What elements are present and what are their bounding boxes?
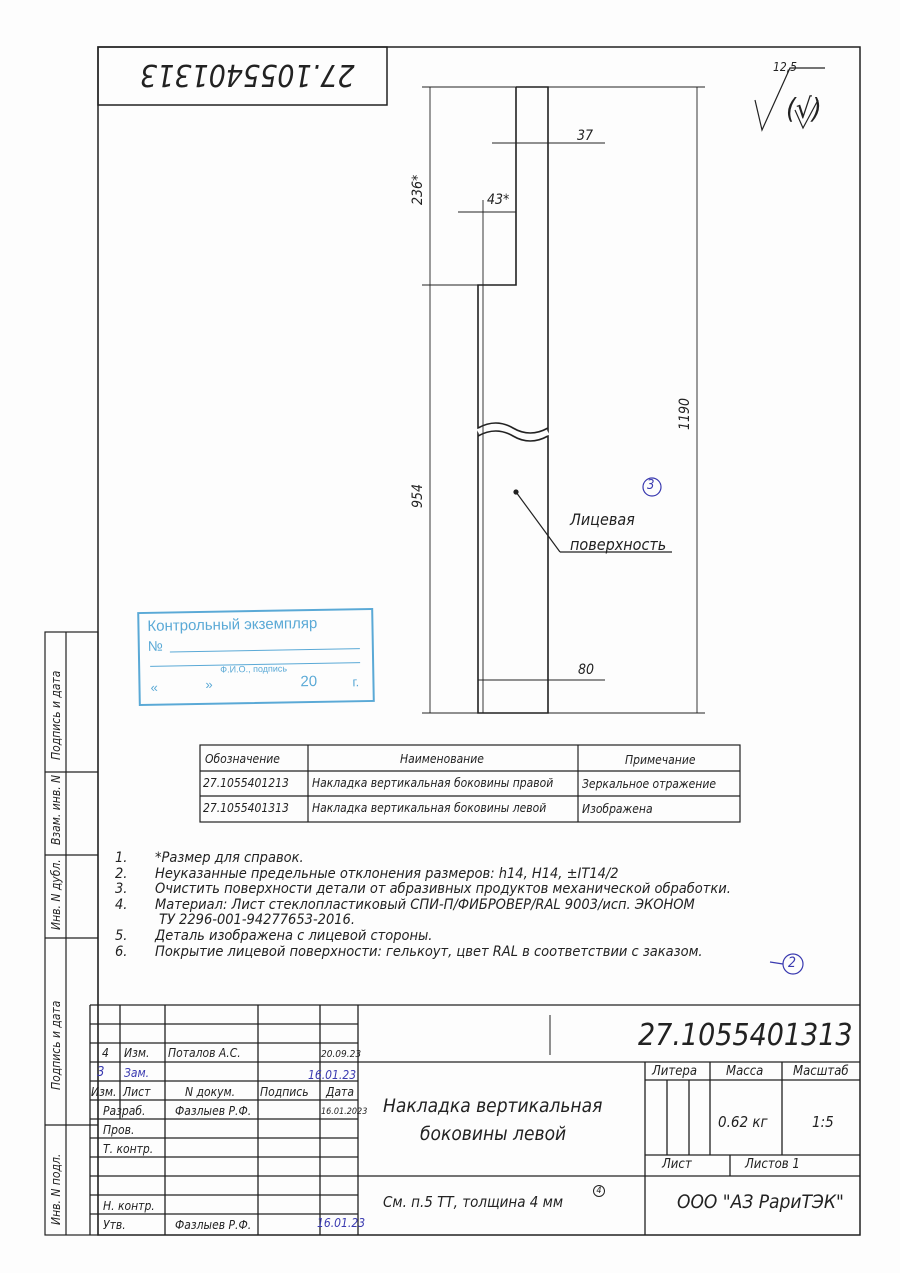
dim-236: 236* xyxy=(410,174,426,205)
stamp-quote-open: « xyxy=(150,679,158,695)
table-cell: 27.1055401313 xyxy=(203,801,289,815)
title-name-2: боковины левой xyxy=(420,1123,567,1145)
stamp-year-suffix: г. xyxy=(352,674,360,690)
utv-date: 16.01.23 xyxy=(317,1216,366,1230)
side-label: Подпись и дата xyxy=(49,1000,63,1090)
razrab-label: Разраб. xyxy=(103,1104,146,1118)
material-note: См. п.5 ТТ, толщина 4 мм xyxy=(383,1193,564,1211)
technical-notes xyxy=(115,851,731,960)
header-izm: Изм. xyxy=(91,1085,117,1099)
masshtab-label: Масштаб xyxy=(793,1064,849,1079)
rev-number: 4 xyxy=(102,1046,109,1060)
utv-name: Фазлыев Р.Ф. xyxy=(175,1218,252,1232)
razrab-date: 16.01.2023 xyxy=(321,1107,368,1117)
header-sign: Подпись xyxy=(260,1085,309,1099)
face-mark: 3 xyxy=(647,478,655,493)
litera-label: Литера xyxy=(652,1064,697,1079)
roughness-symbol: (√) xyxy=(786,92,822,125)
note-item: 4. Материал: Лист стеклопластиковый СПИ-П/ФИБРОВЕР/RAL 9003/исп. ЭКОНОМ xyxy=(115,896,695,913)
note-item: 2. Неуказанные предельные отклонения размеров: h14, H14, ±IT14/2 xyxy=(115,865,619,882)
side-label: Подпись и дата xyxy=(49,670,63,760)
nkontr-label: Н. контр. xyxy=(103,1199,155,1213)
mass-value: 0.62 кг xyxy=(718,1113,768,1131)
dim-954: 954 xyxy=(410,483,426,508)
roughness-value: 12,5 xyxy=(773,60,798,74)
dim-80: 80 xyxy=(578,662,595,678)
dim-43: 43* xyxy=(487,192,510,208)
table-header: Примечание xyxy=(625,753,696,767)
prov-label: Пров. xyxy=(103,1123,135,1137)
mirrored-designation: 27.1055401313 xyxy=(140,57,355,92)
table-header: Наименование xyxy=(400,752,484,766)
utv-label: Утв. xyxy=(103,1218,126,1232)
rev-date: 16.01.23 xyxy=(308,1068,357,1082)
tkontr-label: Т. контр. xyxy=(103,1142,154,1156)
side-label: Инв. N подл. xyxy=(49,1153,63,1225)
stamp-no: № xyxy=(147,637,163,654)
part-outline xyxy=(478,87,548,713)
dim-1190: 1190 xyxy=(677,397,693,430)
table-cell: Изображена xyxy=(582,802,653,816)
note-item: 1. *Размер для справок. xyxy=(115,850,304,866)
side-label: Инв. N дубл. xyxy=(49,859,63,930)
table-cell: Зеркальное отражение xyxy=(582,777,717,791)
stamp-quote-close: » xyxy=(205,676,213,692)
dim-37: 37 xyxy=(577,128,594,144)
header-date: Дата xyxy=(326,1085,354,1099)
note-item: 6. Покрытие лицевой поверхности: гелькоут, цвет RAL в соответствии с заказом. xyxy=(115,943,703,960)
table-cell: 27.1055401213 xyxy=(203,776,289,790)
note-item: 5. Деталь изображена с лицевой стороны. xyxy=(115,927,433,944)
razrab-name: Фазлыев Р.Ф. xyxy=(175,1104,252,1118)
header-list: Лист xyxy=(123,1085,151,1099)
material-mark: 4 xyxy=(593,1185,605,1197)
rev-author: Поталов А.С. xyxy=(168,1046,241,1060)
rev-type: Зам. xyxy=(124,1066,150,1080)
header-doc: N докум. xyxy=(185,1085,236,1099)
sheet-label: Лист xyxy=(662,1157,692,1172)
note-item: ТУ 2296-001-94277653-2016. xyxy=(159,912,355,929)
face-label-2: поверхность xyxy=(570,535,667,554)
stamp-title: Контрольный экземпляр xyxy=(147,614,318,635)
table-cell: Накладка вертикальная боковины левой xyxy=(312,801,547,815)
stamp-year: 20 xyxy=(300,672,318,691)
side-label: Взам. инв. N xyxy=(49,774,63,845)
rev-type: Изм. xyxy=(124,1046,150,1060)
table-header: Обозначение xyxy=(205,752,280,766)
title-designation: 27.1055401313 xyxy=(638,1018,853,1053)
note-item: 3. Очистить поверхности детали от абразивных продуктов механической обработки. xyxy=(115,881,731,898)
sheets-count: Листов 1 xyxy=(745,1157,800,1172)
rev-number: 3 xyxy=(97,1065,105,1080)
scale-value: 1:5 xyxy=(812,1113,834,1131)
stamp-fio: Ф.И.О., подпись xyxy=(220,663,288,675)
notes-mark: 2 xyxy=(788,955,797,971)
company-name: ООО "АЗ РариТЭК" xyxy=(677,1191,844,1213)
massa-label: Масса xyxy=(726,1064,764,1079)
rev-date: 20.09.23 xyxy=(321,1049,362,1060)
control-copy-stamp xyxy=(137,608,375,706)
face-label-1: Лицевая xyxy=(570,510,635,529)
title-name-1: Накладка вертикальная xyxy=(383,1095,603,1117)
table-cell: Накладка вертикальная боковины правой xyxy=(312,776,554,790)
